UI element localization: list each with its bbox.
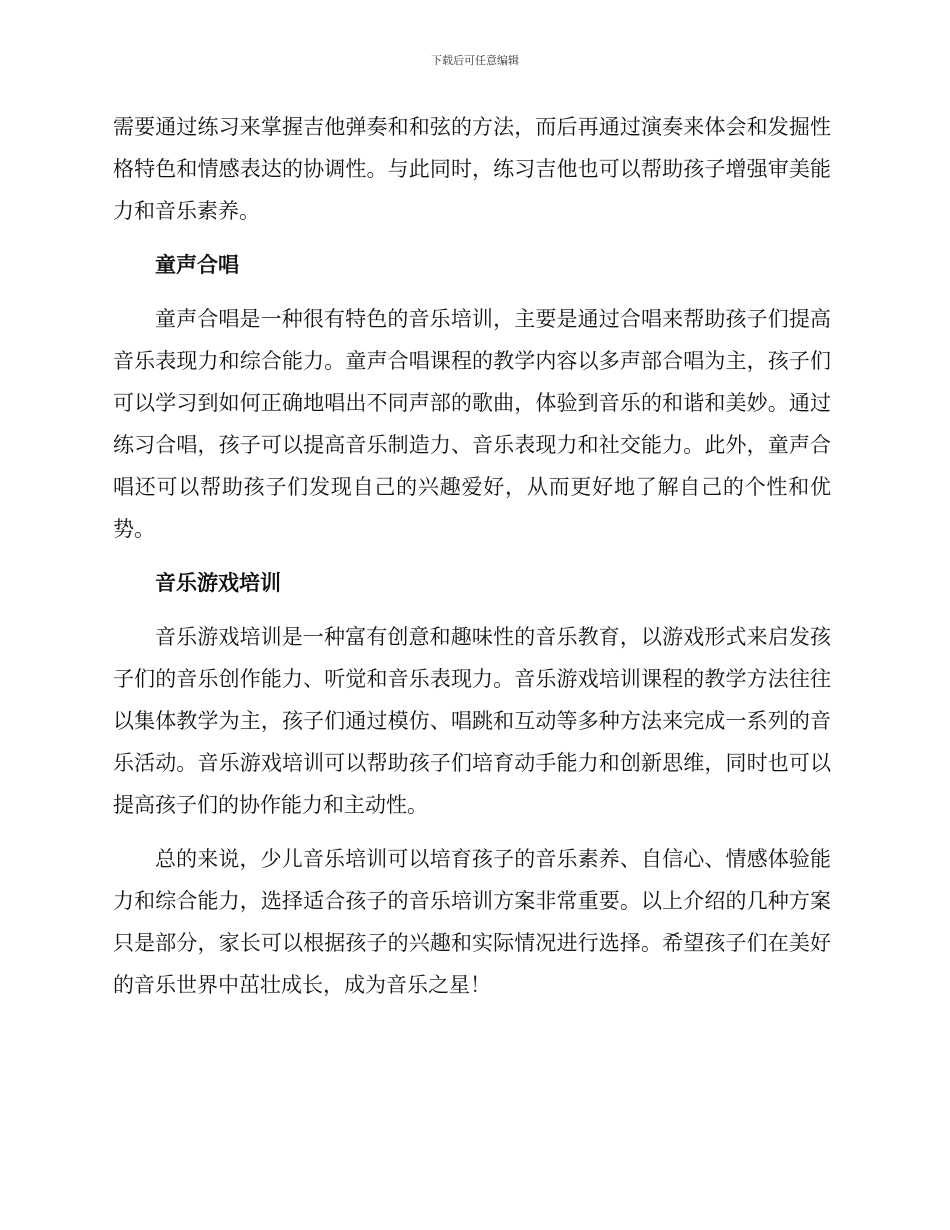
page-header: 下载后可任意编辑 <box>431 54 519 67</box>
section-paragraph-choir: 童声合唱是一种很有特色的音乐培训，主要是通过合唱来帮助孩子们提高音乐表现力和综合能力。童声合唱课程的教学内容以多声部合唱为主，孩子们可以学习到如何正确地唱出不同声部的歌曲，体验到音乐的和谐和美妙。通过练习合唱，孩子可以提高音乐制造力、音乐表现力和社交能力。此外，童声合唱还可以帮助孩子们发现自己的兴趣爱好，从而更好地了解自己的个性和优势。 <box>113 307 831 541</box>
section-heading-music-game: 音乐游戏培训 <box>155 571 281 595</box>
section-paragraph-music-game: 音乐游戏培训是一种富有创意和趣味性的音乐教育，以游戏形式来启发孩子们的音乐创作能力、听觉和音乐表现力。音乐游戏培训课程的教学方法往往以集体教学为主，孩子们通过模仿、唱跳和互动等多种方法来完成一系列的音乐活动。音乐游戏培训可以帮助孩子们培育动手能力和创新思维，同时也可以提高孩子们的协作能力和主动性。 <box>113 625 831 817</box>
conclusion-paragraph: 总的来说，少儿音乐培训可以培育孩子的音乐素养、自信心、情感体验能力和综合能力，选择适合孩子的音乐培训方案非常重要。以上介绍的几种方案只是部分，家长可以根据孩子的兴趣和实际情况进行选择。希望孩子们在美好的音乐世界中茁壮成长，成为音乐之星！ <box>113 847 831 997</box>
intro-paragraph: 需要通过练习来掌握吉他弹奏和和弦的方法，而后再通过演奏来体会和发掘性格特色和情感表达的协调性。与此同时，练习吉他也可以帮助孩子增强审美能力和音乐素养。 <box>113 115 831 223</box>
section-heading-choir: 童声合唱 <box>155 253 239 277</box>
document-body <box>113 106 831 1018</box>
